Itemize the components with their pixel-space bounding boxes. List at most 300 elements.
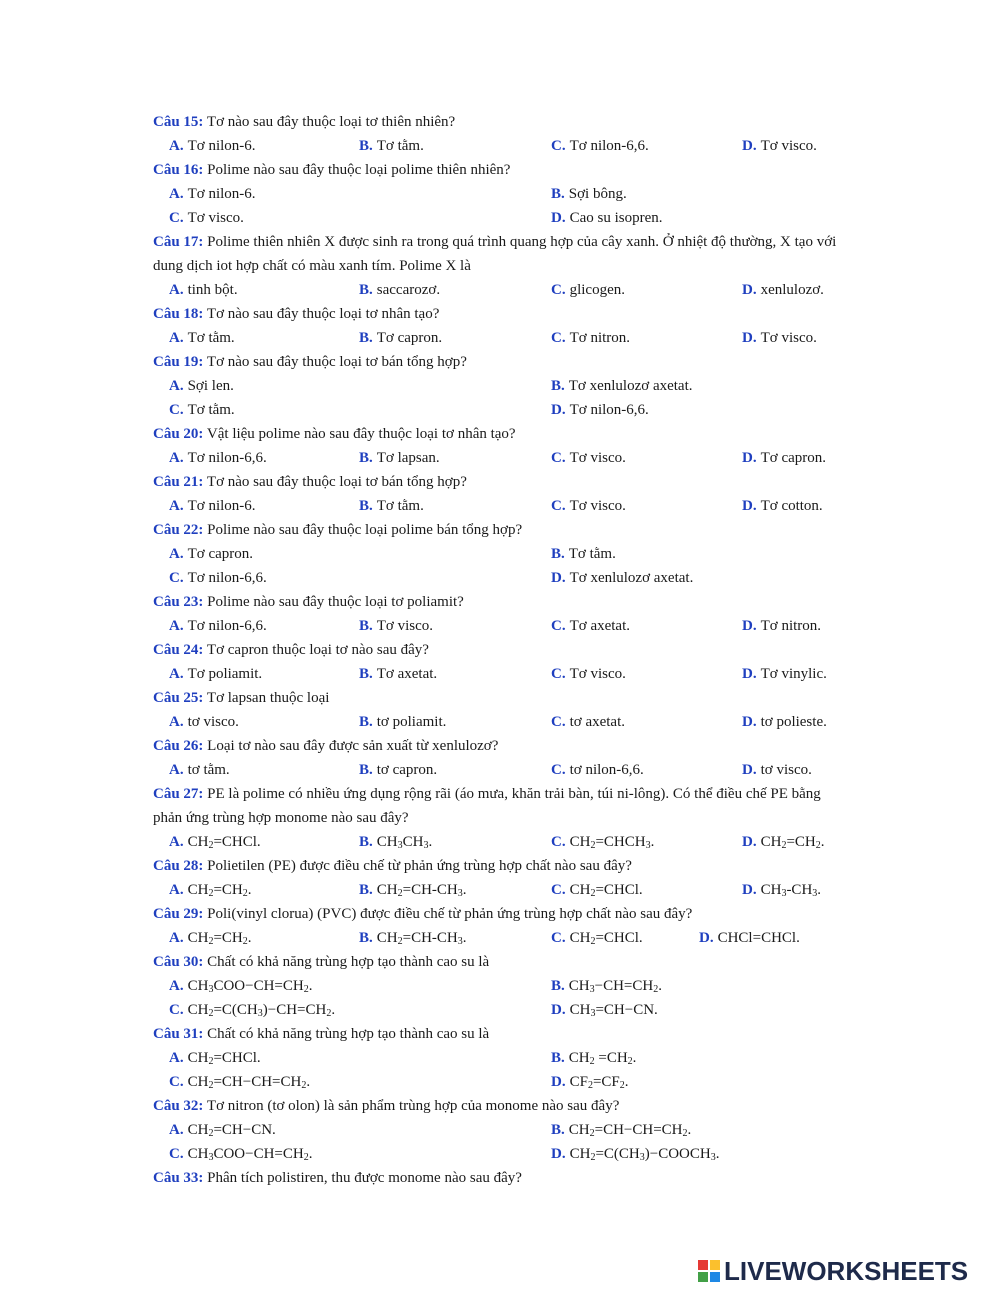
option-letter: C. — [551, 138, 566, 154]
answer-option-d[interactable] — [742, 614, 821, 638]
question-label: Câu 31: — [153, 1026, 204, 1042]
options-row — [153, 1118, 853, 1142]
answer-option-d[interactable] — [551, 998, 658, 1022]
option-text: Tơ xenlulozơ axetat. — [568, 378, 693, 394]
answer-option-a[interactable] — [169, 182, 256, 206]
option-text: $CH_3=CH-CN$. — [569, 1002, 658, 1019]
option-letter: D. — [742, 450, 757, 466]
answer-option-a[interactable] — [169, 1118, 276, 1142]
question — [153, 518, 853, 542]
question-label: Câu 19: — [153, 354, 204, 370]
options-row — [153, 566, 853, 590]
option-text: Tơ visco. — [569, 450, 626, 466]
answer-option-b[interactable] — [551, 374, 693, 398]
option-text: $CH_2=CH_2$. — [187, 882, 252, 899]
option-text: $CH_3-CH=CH_2$. — [568, 978, 662, 995]
question-text: Tơ nitron (tơ olon) là sản phẩm trùng hợp của monome nào sau đây? — [206, 1098, 620, 1114]
worksheet — [153, 110, 853, 1190]
answer-option-c[interactable] — [551, 710, 625, 734]
option-text: Tơ nilon-6. — [187, 138, 256, 154]
option-letter: D. — [551, 210, 566, 226]
option-text: $CH_2=CHCl$. — [187, 1050, 261, 1067]
option-text: tơ visco. — [187, 714, 239, 730]
option-text: $CH_2=CHCl$. — [569, 930, 643, 947]
liveworksheets-logo — [698, 1257, 968, 1285]
option-text: tinh bột. — [187, 282, 238, 298]
option-text: CHCl=CHCl. — [717, 930, 800, 946]
answer-option-b[interactable] — [551, 542, 616, 566]
answer-option-d[interactable] — [742, 758, 812, 782]
question-label: Câu 15: — [153, 114, 204, 130]
option-text: $CH_2 =CH_2$. — [568, 1050, 637, 1067]
option-text: $CH_2=CH-CH_3$. — [376, 930, 467, 947]
answer-option-c[interactable] — [551, 830, 654, 854]
option-letter: A. — [169, 138, 184, 154]
option-text: $CH_3CH_3$. — [376, 834, 433, 851]
option-letter: D. — [742, 138, 757, 154]
options-row — [153, 1070, 853, 1094]
question-label: Câu 20: — [153, 426, 204, 442]
question-text: Tơ nào sau đây thuộc loại tơ nhân tạo? — [206, 306, 440, 322]
answer-option-d[interactable] — [551, 566, 693, 590]
option-text: $CH_2=CH-CN$. — [187, 1122, 276, 1139]
option-letter: A. — [169, 450, 184, 466]
option-letter: C. — [551, 666, 566, 682]
option-letter: C. — [169, 1002, 184, 1018]
option-letter: C. — [551, 834, 566, 850]
answer-option-a[interactable] — [169, 542, 253, 566]
question — [153, 1022, 853, 1046]
answer-option-a[interactable] — [169, 926, 251, 950]
options-row — [153, 878, 853, 902]
option-text: Tơ visco. — [569, 498, 626, 514]
answer-option-c[interactable] — [169, 206, 244, 230]
option-letter: D. — [699, 930, 714, 946]
option-letter: D. — [742, 666, 757, 682]
option-letter: C. — [551, 282, 566, 298]
options-row — [153, 398, 853, 422]
question-label: Câu 27: — [153, 786, 204, 802]
option-text: glicogen. — [569, 282, 625, 298]
question-label: Câu 22: — [153, 522, 204, 538]
option-text: Tơ axetat. — [569, 618, 630, 634]
option-letter: B. — [551, 1050, 565, 1066]
option-letter: D. — [742, 762, 757, 778]
logo-text: LIVEWORKSHEETS — [724, 1255, 969, 1286]
question-text: Tơ nào sau đây thuộc loại tơ thiên nhiên? — [206, 114, 456, 130]
answer-option-d[interactable] — [551, 1070, 629, 1094]
option-text: tơ polieste. — [760, 714, 827, 730]
option-text: $CH_2=C(CH_3)-COOCH_3$. — [569, 1146, 720, 1163]
answer-option-a[interactable] — [169, 134, 256, 158]
question-text: Tơ nào sau đây thuộc loại tơ bán tổng hợp? — [206, 474, 467, 490]
question-text: Chất có khả năng trùng hợp tạo thành cao su là — [207, 1026, 490, 1042]
option-text: Tơ visco. — [569, 666, 626, 682]
option-text: tơ tằm. — [187, 762, 230, 778]
option-letter: A. — [169, 618, 184, 634]
option-letter: C. — [551, 714, 566, 730]
question-label: Câu 26: — [153, 738, 204, 754]
answer-option-c[interactable] — [551, 878, 643, 902]
option-letter: C. — [551, 330, 566, 346]
option-letter: B. — [359, 714, 373, 730]
option-text: Tơ tằm. — [376, 498, 424, 514]
question-text: Tơ capron thuộc loại tơ nào sau đây? — [206, 642, 429, 658]
answer-option-a[interactable] — [169, 494, 256, 518]
option-letter: D. — [742, 330, 757, 346]
option-text: Tơ nilon-6,6. — [569, 402, 649, 418]
option-text: $CF_2=CF_2$. — [569, 1074, 629, 1091]
answer-option-b[interactable] — [359, 878, 467, 902]
option-letter: A. — [169, 978, 184, 994]
option-text: $CH_3COO-CH=CH_2$. — [187, 1146, 313, 1163]
option-letter: D. — [742, 618, 757, 634]
options-row — [153, 1142, 853, 1166]
options-row — [153, 1046, 853, 1070]
option-letter: D. — [742, 498, 757, 514]
question-label: Câu 23: — [153, 594, 204, 610]
answer-option-d[interactable] — [742, 326, 817, 350]
option-letter: D. — [742, 714, 757, 730]
option-letter: D. — [551, 402, 566, 418]
option-letter: D. — [742, 834, 757, 850]
option-letter: A. — [169, 330, 184, 346]
question-label: Câu 30: — [153, 954, 204, 970]
option-text: $CH_2=CHCl$. — [569, 882, 643, 899]
answer-option-b[interactable] — [359, 614, 433, 638]
option-letter: C. — [169, 402, 184, 418]
option-letter: A. — [169, 186, 184, 202]
option-text: $CH_2=C(CH_3)-CH=CH_2$. — [187, 1002, 336, 1019]
answer-option-b[interactable] — [551, 182, 627, 206]
question — [153, 470, 853, 494]
option-text: tơ axetat. — [569, 714, 626, 730]
answer-option-d[interactable] — [551, 398, 649, 422]
options-row — [153, 830, 853, 854]
question — [153, 638, 853, 662]
answer-option-b[interactable] — [359, 326, 442, 350]
option-text: Sợi len. — [187, 378, 234, 394]
question-text: Polime nào sau đây thuộc loại polime thiên nhiên? — [207, 162, 511, 178]
option-letter: C. — [551, 498, 566, 514]
answer-option-b[interactable] — [551, 974, 662, 998]
answer-option-d[interactable] — [699, 926, 800, 950]
answer-option-a[interactable] — [169, 830, 261, 854]
option-letter: D. — [742, 882, 757, 898]
answer-option-b[interactable] — [359, 134, 424, 158]
option-letter: C. — [551, 618, 566, 634]
option-text: $CH_3-CH_3$. — [760, 882, 822, 899]
question-text: Polime thiên nhiên X được sinh ra trong quá trình quang hợp của cây xanh. Ở nhiệt độ thường, X tạo với dung dịch iot hợp chất có màu xanh tím. Polime X là — [153, 234, 841, 274]
question — [153, 950, 853, 974]
option-text: Tơ capron. — [187, 546, 253, 562]
options-row — [153, 974, 853, 998]
question — [153, 302, 853, 326]
option-text: Tơ nilon-6,6. — [187, 450, 267, 466]
question-text: Chất có khả năng trùng hợp tạo thành cao su là — [207, 954, 490, 970]
option-letter: A. — [169, 498, 184, 514]
answer-option-c[interactable] — [551, 614, 630, 638]
answer-option-b[interactable] — [359, 494, 424, 518]
option-letter: D. — [742, 282, 757, 298]
answer-option-a[interactable] — [169, 1046, 261, 1070]
answer-option-d[interactable] — [742, 494, 823, 518]
options-row — [153, 542, 853, 566]
question — [153, 158, 853, 182]
answer-option-a[interactable] — [169, 662, 262, 686]
answer-option-d[interactable] — [742, 446, 826, 470]
answer-option-c[interactable] — [169, 566, 267, 590]
option-letter: A. — [169, 1050, 184, 1066]
option-letter: A. — [169, 882, 184, 898]
option-letter: C. — [551, 762, 566, 778]
option-letter: D. — [551, 1074, 566, 1090]
answer-option-c[interactable] — [551, 446, 626, 470]
question-text: Tơ nào sau đây thuộc loại tơ bán tổng hợp? — [206, 354, 467, 370]
answer-option-b[interactable] — [359, 278, 440, 302]
options-row — [153, 182, 853, 206]
options-row — [153, 278, 853, 302]
option-text: Tơ nitron. — [569, 330, 631, 346]
answer-option-b[interactable] — [359, 662, 437, 686]
option-text: Tơ nilon-6. — [187, 498, 256, 514]
option-text: saccarozơ. — [376, 282, 441, 298]
question — [153, 230, 853, 278]
question-label: Câu 18: — [153, 306, 204, 322]
option-letter: B. — [551, 546, 565, 562]
option-letter: C. — [551, 882, 566, 898]
answer-option-d[interactable] — [742, 278, 824, 302]
answer-option-d[interactable] — [551, 206, 663, 230]
option-letter: B. — [359, 930, 373, 946]
option-letter: A. — [169, 282, 184, 298]
option-letter: A. — [169, 666, 184, 682]
option-text: Tơ tằm. — [187, 330, 235, 346]
answer-option-d[interactable] — [742, 830, 824, 854]
option-text: Sợi bông. — [568, 186, 627, 202]
answer-option-c[interactable] — [551, 134, 649, 158]
question — [153, 854, 853, 878]
answer-option-c[interactable] — [551, 926, 643, 950]
option-text: Tơ nilon-6. — [187, 186, 256, 202]
answer-option-c[interactable] — [169, 1070, 310, 1094]
option-letter: A. — [169, 378, 184, 394]
option-letter: B. — [359, 882, 373, 898]
options-row — [153, 614, 853, 638]
option-letter: C. — [169, 1074, 184, 1090]
question — [153, 902, 853, 926]
options-row — [153, 206, 853, 230]
option-letter: A. — [169, 546, 184, 562]
answer-option-c[interactable] — [551, 662, 626, 686]
question — [153, 110, 853, 134]
question-label: Câu 25: — [153, 690, 204, 706]
answer-option-c[interactable] — [551, 494, 626, 518]
answer-option-c[interactable] — [551, 758, 644, 782]
option-letter: D. — [551, 570, 566, 586]
option-letter: C. — [551, 450, 566, 466]
options-row — [153, 494, 853, 518]
option-text: Tơ cotton. — [760, 498, 823, 514]
option-text: tơ visco. — [760, 762, 812, 778]
option-letter: A. — [169, 714, 184, 730]
answer-option-d[interactable] — [742, 878, 821, 902]
option-letter: B. — [359, 618, 373, 634]
option-letter: C. — [169, 570, 184, 586]
answer-option-c[interactable] — [551, 278, 625, 302]
question-text: Vật liệu polime nào sau đây thuộc loại tơ nhân tạo? — [206, 426, 516, 442]
options-row — [153, 134, 853, 158]
answer-option-a[interactable] — [169, 758, 230, 782]
option-text: Tơ visco. — [760, 138, 817, 154]
option-letter: C. — [551, 930, 566, 946]
option-text: tơ capron. — [376, 762, 438, 778]
option-text: $CH_2=CH_2$. — [760, 834, 825, 851]
question — [153, 590, 853, 614]
question-text: PE là polime có nhiều ứng dụng rộng rãi (áo mưa, khăn trải bàn, túi ni-lông). Có thể điều chế PE bằng phản ứng trùng hợp monome nào sau đây? — [153, 786, 825, 826]
options-row — [153, 998, 853, 1022]
option-text: Tơ tằm. — [187, 402, 235, 418]
question-text: Polietilen (PE) được điều chế từ phản ứng trùng hợp chất nào sau đây? — [207, 858, 632, 874]
option-letter: B. — [359, 762, 373, 778]
options-row — [153, 710, 853, 734]
answer-option-a[interactable] — [169, 446, 267, 470]
option-text: Tơ nitron. — [760, 618, 822, 634]
option-text: $CH_2=CHCH_3$. — [569, 834, 655, 851]
option-text: Tơ poliamit. — [187, 666, 263, 682]
question — [153, 350, 853, 374]
question — [153, 734, 853, 758]
option-letter: A. — [169, 762, 184, 778]
option-text: $CH_2=CH_2$. — [187, 930, 252, 947]
option-letter: B. — [359, 330, 373, 346]
option-text: Tơ nilon-6,6. — [187, 618, 267, 634]
option-letter: D. — [551, 1002, 566, 1018]
question — [153, 422, 853, 446]
answer-option-b[interactable] — [359, 926, 467, 950]
answer-option-b[interactable] — [551, 1118, 691, 1142]
option-text: Tơ capron. — [760, 450, 826, 466]
question-label: Câu 29: — [153, 906, 204, 922]
option-text: $CH_2=CH-CH_3$. — [376, 882, 467, 899]
question-text: Tơ lapsan thuộc loại — [206, 690, 330, 706]
liveworksheets-logo-icon — [698, 1260, 720, 1282]
answer-option-a[interactable] — [169, 614, 267, 638]
question — [153, 1166, 853, 1190]
option-text: xenlulozơ. — [760, 282, 824, 298]
answer-option-a[interactable] — [169, 878, 251, 902]
answer-option-d[interactable] — [742, 134, 817, 158]
option-text: Tơ visco. — [760, 330, 817, 346]
options-row — [153, 326, 853, 350]
answer-option-d[interactable] — [742, 662, 827, 686]
question — [153, 686, 853, 710]
question-label: Câu 16: — [153, 162, 204, 178]
answer-option-a[interactable] — [169, 278, 238, 302]
option-text: $CH_2=CH-CH=CH_2$. — [568, 1122, 692, 1139]
question-text: Poli(vinyl clorua) (PVC) được điều chế từ phản ứng trùng hợp chất nào sau đây? — [207, 906, 693, 922]
answer-option-a[interactable] — [169, 374, 234, 398]
option-letter: A. — [169, 834, 184, 850]
answer-option-a[interactable] — [169, 710, 239, 734]
options-row — [153, 374, 853, 398]
option-text: Tơ capron. — [376, 330, 443, 346]
option-letter: A. — [169, 930, 184, 946]
question-text: Phân tích polistiren, thu được monome nào sau đây? — [207, 1170, 522, 1186]
option-text: Tơ visco. — [376, 618, 434, 634]
option-letter: B. — [359, 834, 373, 850]
option-text: $CH_3COO-CH=CH_2$. — [187, 978, 313, 995]
option-text: Tơ xenlulozơ axetat. — [569, 570, 694, 586]
answer-option-b[interactable] — [359, 710, 446, 734]
question-label: Câu 33: — [153, 1170, 204, 1186]
option-letter: C. — [169, 1146, 184, 1162]
option-letter: B. — [359, 498, 373, 514]
question-label: Câu 24: — [153, 642, 204, 658]
question-label: Câu 32: — [153, 1098, 204, 1114]
option-text: Tơ lapsan. — [376, 450, 440, 466]
question-text: Polime nào sau đây thuộc loại tơ poliamit? — [207, 594, 464, 610]
options-row — [153, 758, 853, 782]
question-label: Câu 21: — [153, 474, 204, 490]
option-text: tơ nilon-6,6. — [569, 762, 644, 778]
answer-option-c[interactable] — [169, 398, 235, 422]
option-letter: B. — [359, 666, 373, 682]
answer-option-a[interactable] — [169, 974, 312, 998]
option-text: Tơ axetat. — [376, 666, 438, 682]
question-label: Câu 17: — [153, 234, 204, 250]
option-text: Tơ nilon-6,6. — [187, 570, 267, 586]
answer-option-b[interactable] — [359, 446, 440, 470]
answer-option-c[interactable] — [169, 1142, 312, 1166]
question-text: Polime nào sau đây thuộc loại polime bán tổng hợp? — [207, 522, 523, 538]
options-row — [153, 926, 853, 950]
answer-option-b[interactable] — [359, 758, 437, 782]
answer-option-d[interactable] — [742, 710, 827, 734]
option-text: $CH_2=CHCl$. — [187, 834, 261, 851]
option-letter: B. — [359, 450, 373, 466]
answer-option-b[interactable] — [551, 1046, 636, 1070]
option-text: Tơ visco. — [187, 210, 244, 226]
option-letter: D. — [551, 1146, 566, 1162]
option-letter: B. — [359, 138, 373, 154]
answer-option-a[interactable] — [169, 326, 235, 350]
option-text: Tơ tằm. — [568, 546, 616, 562]
options-row — [153, 662, 853, 686]
option-text: Tơ nilon-6,6. — [569, 138, 649, 154]
question-label: Câu 28: — [153, 858, 204, 874]
question-text: Loại tơ nào sau đây được sản xuất từ xenlulozơ? — [207, 738, 499, 754]
option-letter: B. — [551, 978, 565, 994]
option-text: $CH_2=CH-CH=CH_2$. — [187, 1074, 311, 1091]
question — [153, 782, 853, 830]
option-letter: B. — [551, 1122, 565, 1138]
option-text: Cao su isopren. — [569, 210, 663, 226]
answer-option-b[interactable] — [359, 830, 432, 854]
answer-option-c[interactable] — [551, 326, 630, 350]
option-letter: A. — [169, 1122, 184, 1138]
option-letter: C. — [169, 210, 184, 226]
option-letter: B. — [551, 378, 565, 394]
option-letter: B. — [359, 282, 373, 298]
answer-option-c[interactable] — [169, 998, 335, 1022]
options-row — [153, 446, 853, 470]
option-letter: B. — [551, 186, 565, 202]
answer-option-d[interactable] — [551, 1142, 719, 1166]
option-text: tơ poliamit. — [376, 714, 447, 730]
option-text: Tơ vinylic. — [760, 666, 827, 682]
question — [153, 1094, 853, 1118]
